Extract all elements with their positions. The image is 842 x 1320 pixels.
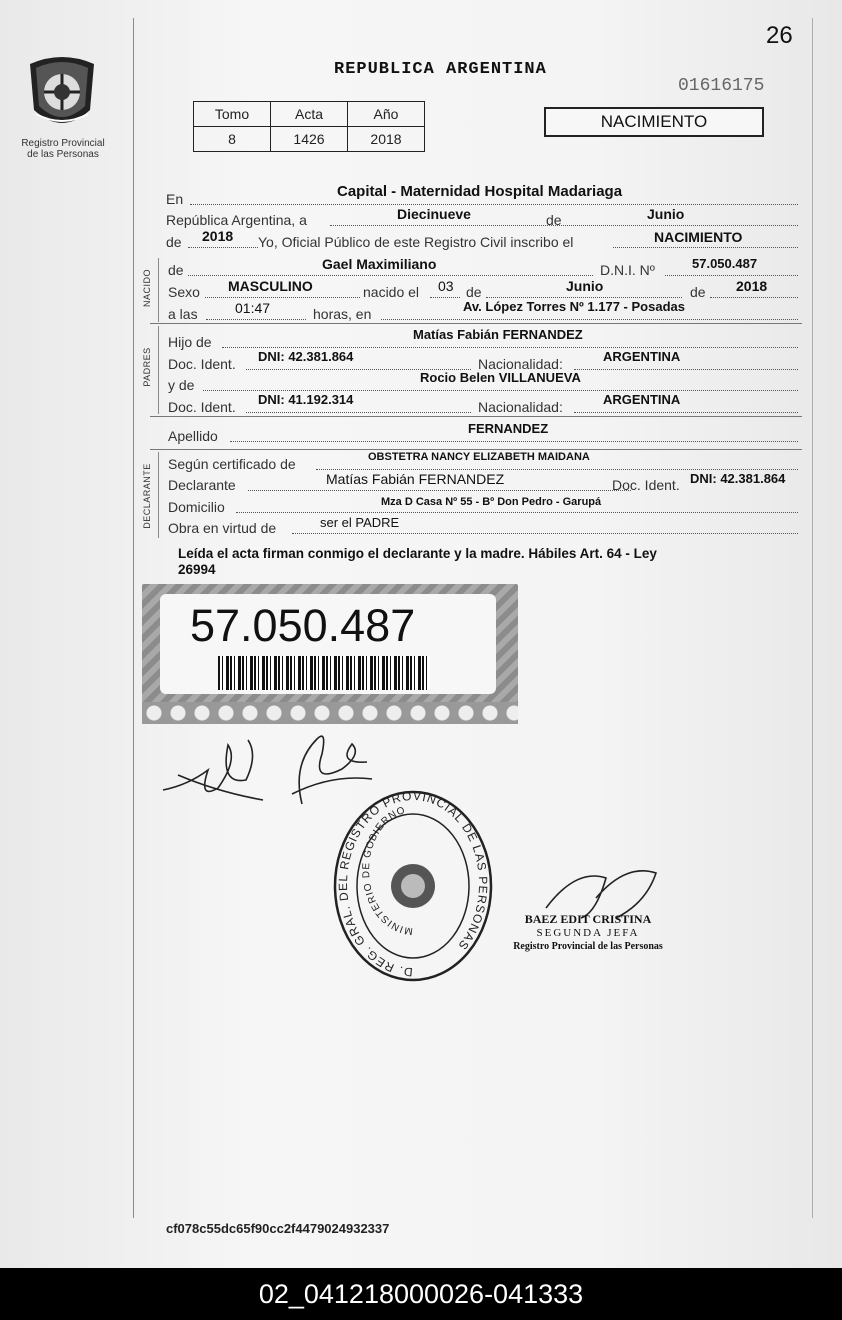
seal-ring-text: D. REG. GRAL. DEL REGISTRO PROVINCIAL DE LAS PERSONAS [335,788,491,980]
section-separator [150,323,802,324]
father-doc: DNI: 42.381.864 [258,349,354,364]
page-number: 26 [766,22,793,49]
declarante-section-label: DECLARANTE [142,463,152,529]
dotline [710,297,798,298]
father-name: Matías Fabián FERNANDEZ [413,327,583,342]
note-line1: Leída el acta firman conmigo el declarante y la madre. Hábiles Art. 64 - Ley [178,546,657,561]
dotline [203,390,798,391]
dotline [248,490,631,491]
month-value: Junio [647,206,685,222]
official-title: SEGUNDA JEFA [536,927,640,939]
dotline [236,512,798,513]
birth-address: Av. López Torres Nº 1.177 - Posadas [463,299,685,314]
hijo-de-label: Hijo de [168,334,212,350]
section-separator [150,416,802,417]
document-title: REPUBLICA ARGENTINA [334,60,547,79]
dotline [430,297,460,298]
dotline [222,347,798,348]
birth-day: 03 [438,278,454,294]
nacido-section-label: NACIDO [142,269,152,308]
official-name: BAEZ EDIT CRISTINA [524,912,652,926]
dotline [316,469,798,470]
declarante-label: Declarante [168,477,236,493]
logo-caption-line2: de las Personas [27,149,99,160]
reference-table [193,101,425,152]
signing-note [178,546,790,578]
de2-label: de [166,234,182,250]
dotline [486,297,682,298]
coat-of-arms-icon [22,50,102,136]
barcode [218,656,430,690]
right-margin-line [812,18,813,1218]
certificado-label: Según certificado de [168,456,296,472]
province-logo [22,50,102,136]
dotline [190,204,798,205]
act-type-value: NACIMIENTO [654,229,743,245]
sticker-label [160,594,496,694]
dotline [188,275,593,276]
table-header-anio: Año [348,102,425,127]
seal-icon [332,788,494,984]
table-value-tomo: 8 [194,127,271,152]
de-label: de [690,284,706,300]
dotline [292,533,798,534]
birth-time: 01:47 [235,300,271,316]
day-value: Diecinueve [397,206,471,222]
father-nationality: ARGENTINA [603,349,681,364]
certificate-value: OBSTETRA NANCY ELIZABETH MAIDANA [368,451,590,463]
declarant-capacity: ser el PADRE [320,515,400,530]
de-label: de [546,212,562,228]
sexo-label: Sexo [168,284,200,300]
official-stamp [498,912,678,954]
table-value-acta: 1426 [271,127,348,152]
table-value-anio: 2018 [348,127,425,152]
document-hash: cf078c55dc65f90cc2f4479024932337 [166,1221,390,1236]
dotline [330,225,798,226]
table-header-acta: Acta [271,102,348,127]
doc-ident-label: Doc. Ident. [168,356,236,372]
left-margin-line [133,18,134,1218]
declarant-doc: DNI: 42.381.864 [690,471,786,486]
doc-ident-label: Doc. Ident. [612,477,680,493]
mother-name: Rocio Belen VILLANUEVA [420,370,581,385]
nacionalidad-label: Nacionalidad: [478,356,563,372]
en-label: En [166,191,184,207]
seal-inner-text: MINISTERIO DE GOBIERNO [360,804,414,937]
declarant-name: Matías Fabián FERNANDEZ [326,471,505,487]
logo-caption [10,138,116,160]
official-seal [332,788,494,984]
obra-label: Obra en virtud de [168,520,277,536]
dni-sticker [142,584,518,724]
mother-doc: DNI: 41.192.314 [258,392,354,407]
dotline [188,247,258,248]
section-divider [158,258,159,322]
act-type-box: NACIMIENTO [544,107,764,137]
dotline [574,369,798,370]
child-name: Gael Maximiliano [322,256,437,272]
sticker-dni-number: 57.050.487 [190,600,416,651]
sticker-strip [142,702,518,724]
nacionalidad-label: Nacionalidad: [478,399,563,415]
horas-label: horas, en [313,306,372,322]
dni-label: D.N.I. Nº [600,262,655,278]
doc-ident-label: Doc. Ident. [168,399,236,415]
dotline [230,441,798,442]
sexo-value: MASCULINO [228,278,313,294]
apellido-label: Apellido [168,428,218,444]
place-value: Capital - Maternidad Hospital Madariaga [337,183,623,200]
dotline [381,319,798,320]
apellido-value: FERNANDEZ [468,421,549,436]
birth-year: 2018 [736,278,768,294]
domicilio-label: Domicilio [168,499,225,515]
logo-caption-line1: Registro Provincial [21,138,105,149]
section-separator [150,449,802,450]
year-value: 2018 [202,228,234,244]
a-las-label: a las [168,306,198,322]
birth-month: Junio [566,278,604,294]
dotline [246,412,471,413]
declarant-address: Mza D Casa Nº 55 - Bº Don Pedro - Garupá [381,496,602,508]
section-divider [158,326,159,414]
statement-text: Yo, Oficial Público de este Registro Civil inscribo el [258,234,574,250]
official-office: Registro Provincial de las Personas [513,941,663,952]
dotline [206,319,306,320]
de-label: de [466,284,482,300]
footer-code: 02_041218000026-041333 [0,1268,842,1320]
y-de-label: y de [168,377,195,393]
note-line2: 26994 [178,562,216,577]
child-dni: 57.050.487 [692,256,758,271]
padres-section-label: PADRES [142,347,152,387]
dotline [574,412,798,413]
de-label: de [168,262,184,278]
table-header-tomo: Tomo [194,102,271,127]
dotline [205,297,360,298]
dotline [665,275,798,276]
declarant-signature [158,730,268,810]
mother-nationality: ARGENTINA [603,392,681,407]
section-divider [158,452,159,538]
republica-label: República Argentina, a [166,212,307,228]
dotline [613,247,798,248]
serial-number: 01616175 [678,76,765,96]
nacido-el-label: nacido el [363,284,420,300]
